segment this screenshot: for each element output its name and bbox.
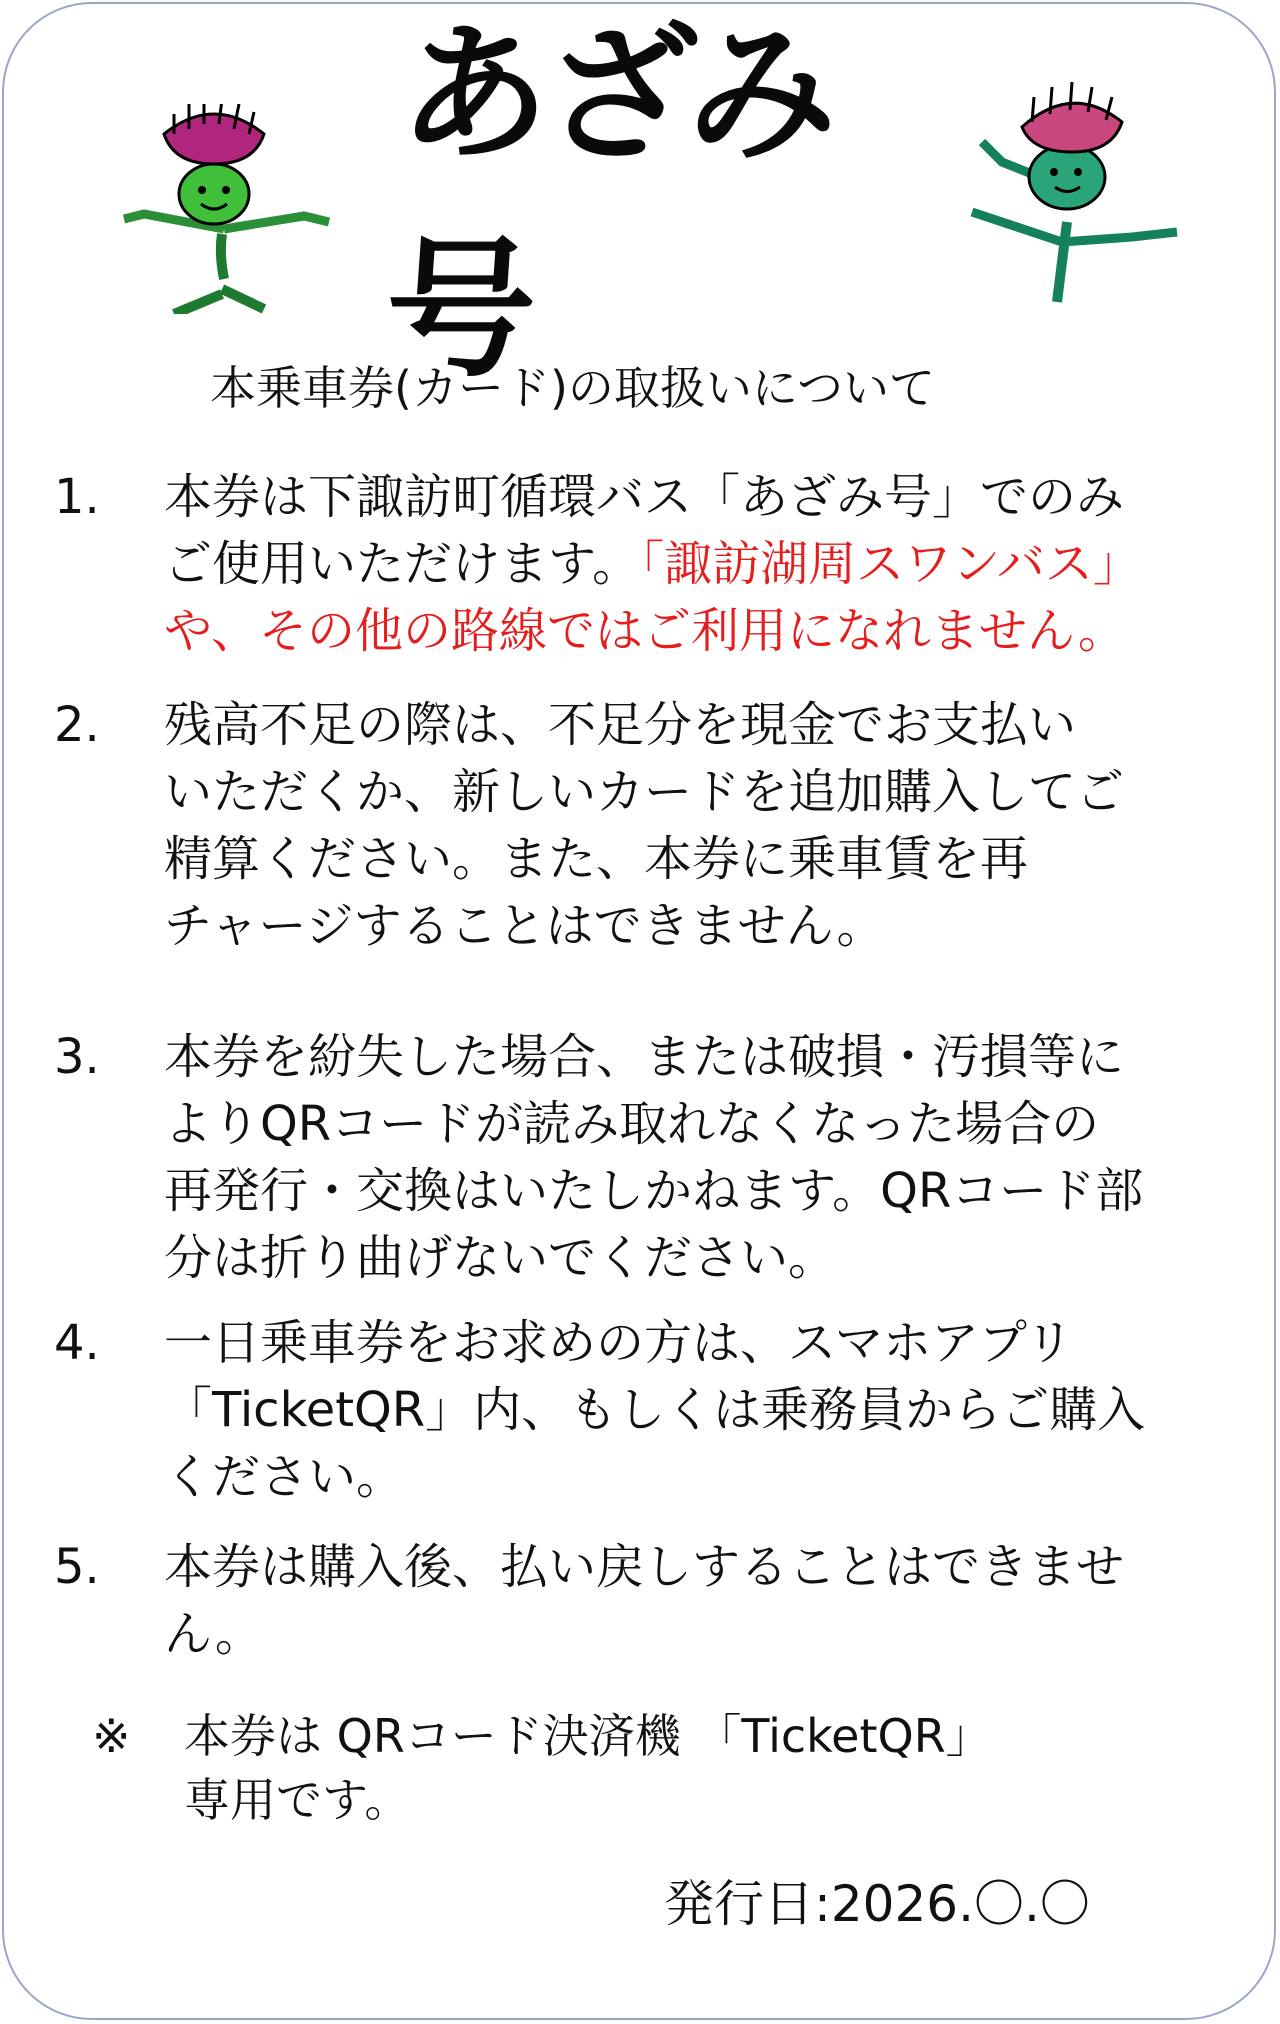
- item-text: [164, 1310, 1234, 1511]
- item-text-segment: 「TicketQR」内、もしくは乗務員からご購入: [164, 1382, 1146, 1438]
- item-text-segment: ください。: [164, 1449, 405, 1505]
- item-line: [164, 1225, 1234, 1292]
- item-text-segment: 本券は購入後、払い戻しすることはできませ: [164, 1539, 1125, 1595]
- item-text-segment: 残高不足の際は、不足分を現金でお支払い: [164, 697, 1077, 753]
- ticket-card: [2, 2, 1276, 2020]
- item-line: [164, 1377, 1234, 1444]
- item-text: [164, 1024, 1234, 1292]
- item-number: 4.: [54, 1315, 100, 1371]
- item-line: [164, 1601, 1234, 1668]
- item-text-segment: 再発行・交換はいたしかねます。QRコード部: [164, 1163, 1144, 1219]
- item-line: [164, 1091, 1234, 1158]
- note-mark: ※: [92, 1709, 131, 1763]
- item-line: [164, 1024, 1234, 1091]
- item-line: [164, 531, 1234, 598]
- note-line: 専用です。: [184, 1773, 411, 1827]
- thistle-mascot-left-icon: [104, 104, 344, 314]
- item-text: [164, 464, 1234, 665]
- item-text-segment: チャージすることはできません。: [164, 898, 885, 954]
- item-number: 1.: [54, 469, 100, 525]
- item-text-segment: よりQRコードが読み取れなくなった場合の: [164, 1096, 1100, 1152]
- item-line: [164, 1444, 1234, 1511]
- item-line: [164, 893, 1234, 960]
- item-number: 2.: [54, 697, 100, 753]
- issue-date: 発行日:2026.〇.〇: [664, 1875, 1090, 1933]
- item-text-segment: ん。: [164, 1606, 263, 1662]
- item-text-segment: 一日乗車券をお求めの方は、スマホアプリ: [164, 1315, 1074, 1371]
- item-text-segment: ご使用いただけます。: [164, 536, 641, 592]
- item-text-segment: 分は折り曲げないでください。: [164, 1230, 837, 1286]
- item-text-segment: 精算ください。また、本券に乗車賃を再: [164, 831, 1029, 887]
- warning-text: 「諏訪湖周スワンバス」: [640, 536, 1141, 592]
- item-line: [164, 1158, 1234, 1225]
- item-line: [164, 692, 1234, 759]
- item-line: [164, 759, 1234, 826]
- item-line: [164, 1534, 1234, 1601]
- warning-text: や、その他の路線ではご利用になれません。: [164, 603, 1126, 659]
- item-line: [164, 826, 1234, 893]
- logo-title: あざみ号: [379, 6, 839, 398]
- item-text: [164, 692, 1234, 960]
- heading: 本乗車券(カード)の取扱いについて: [210, 361, 935, 415]
- item-text-segment: 本券は下諏訪町循環バス「あざみ号」でのみ: [164, 469, 1125, 525]
- item-number: 5.: [54, 1539, 100, 1595]
- item-line: [164, 598, 1234, 665]
- thistle-mascot-right-icon: [962, 72, 1202, 312]
- item-number: 3.: [54, 1029, 100, 1085]
- item-text: [164, 1534, 1234, 1668]
- item-line: [164, 1310, 1234, 1377]
- note-line: 本券は QRコード決済機 「TicketQR」: [184, 1709, 992, 1763]
- item-line: [164, 464, 1234, 531]
- item-text-segment: いただくか、新しいカードを追加購入してご: [164, 764, 1125, 820]
- item-text-segment: 本券を紛失した場合、または破損・汚損等に: [164, 1029, 1125, 1085]
